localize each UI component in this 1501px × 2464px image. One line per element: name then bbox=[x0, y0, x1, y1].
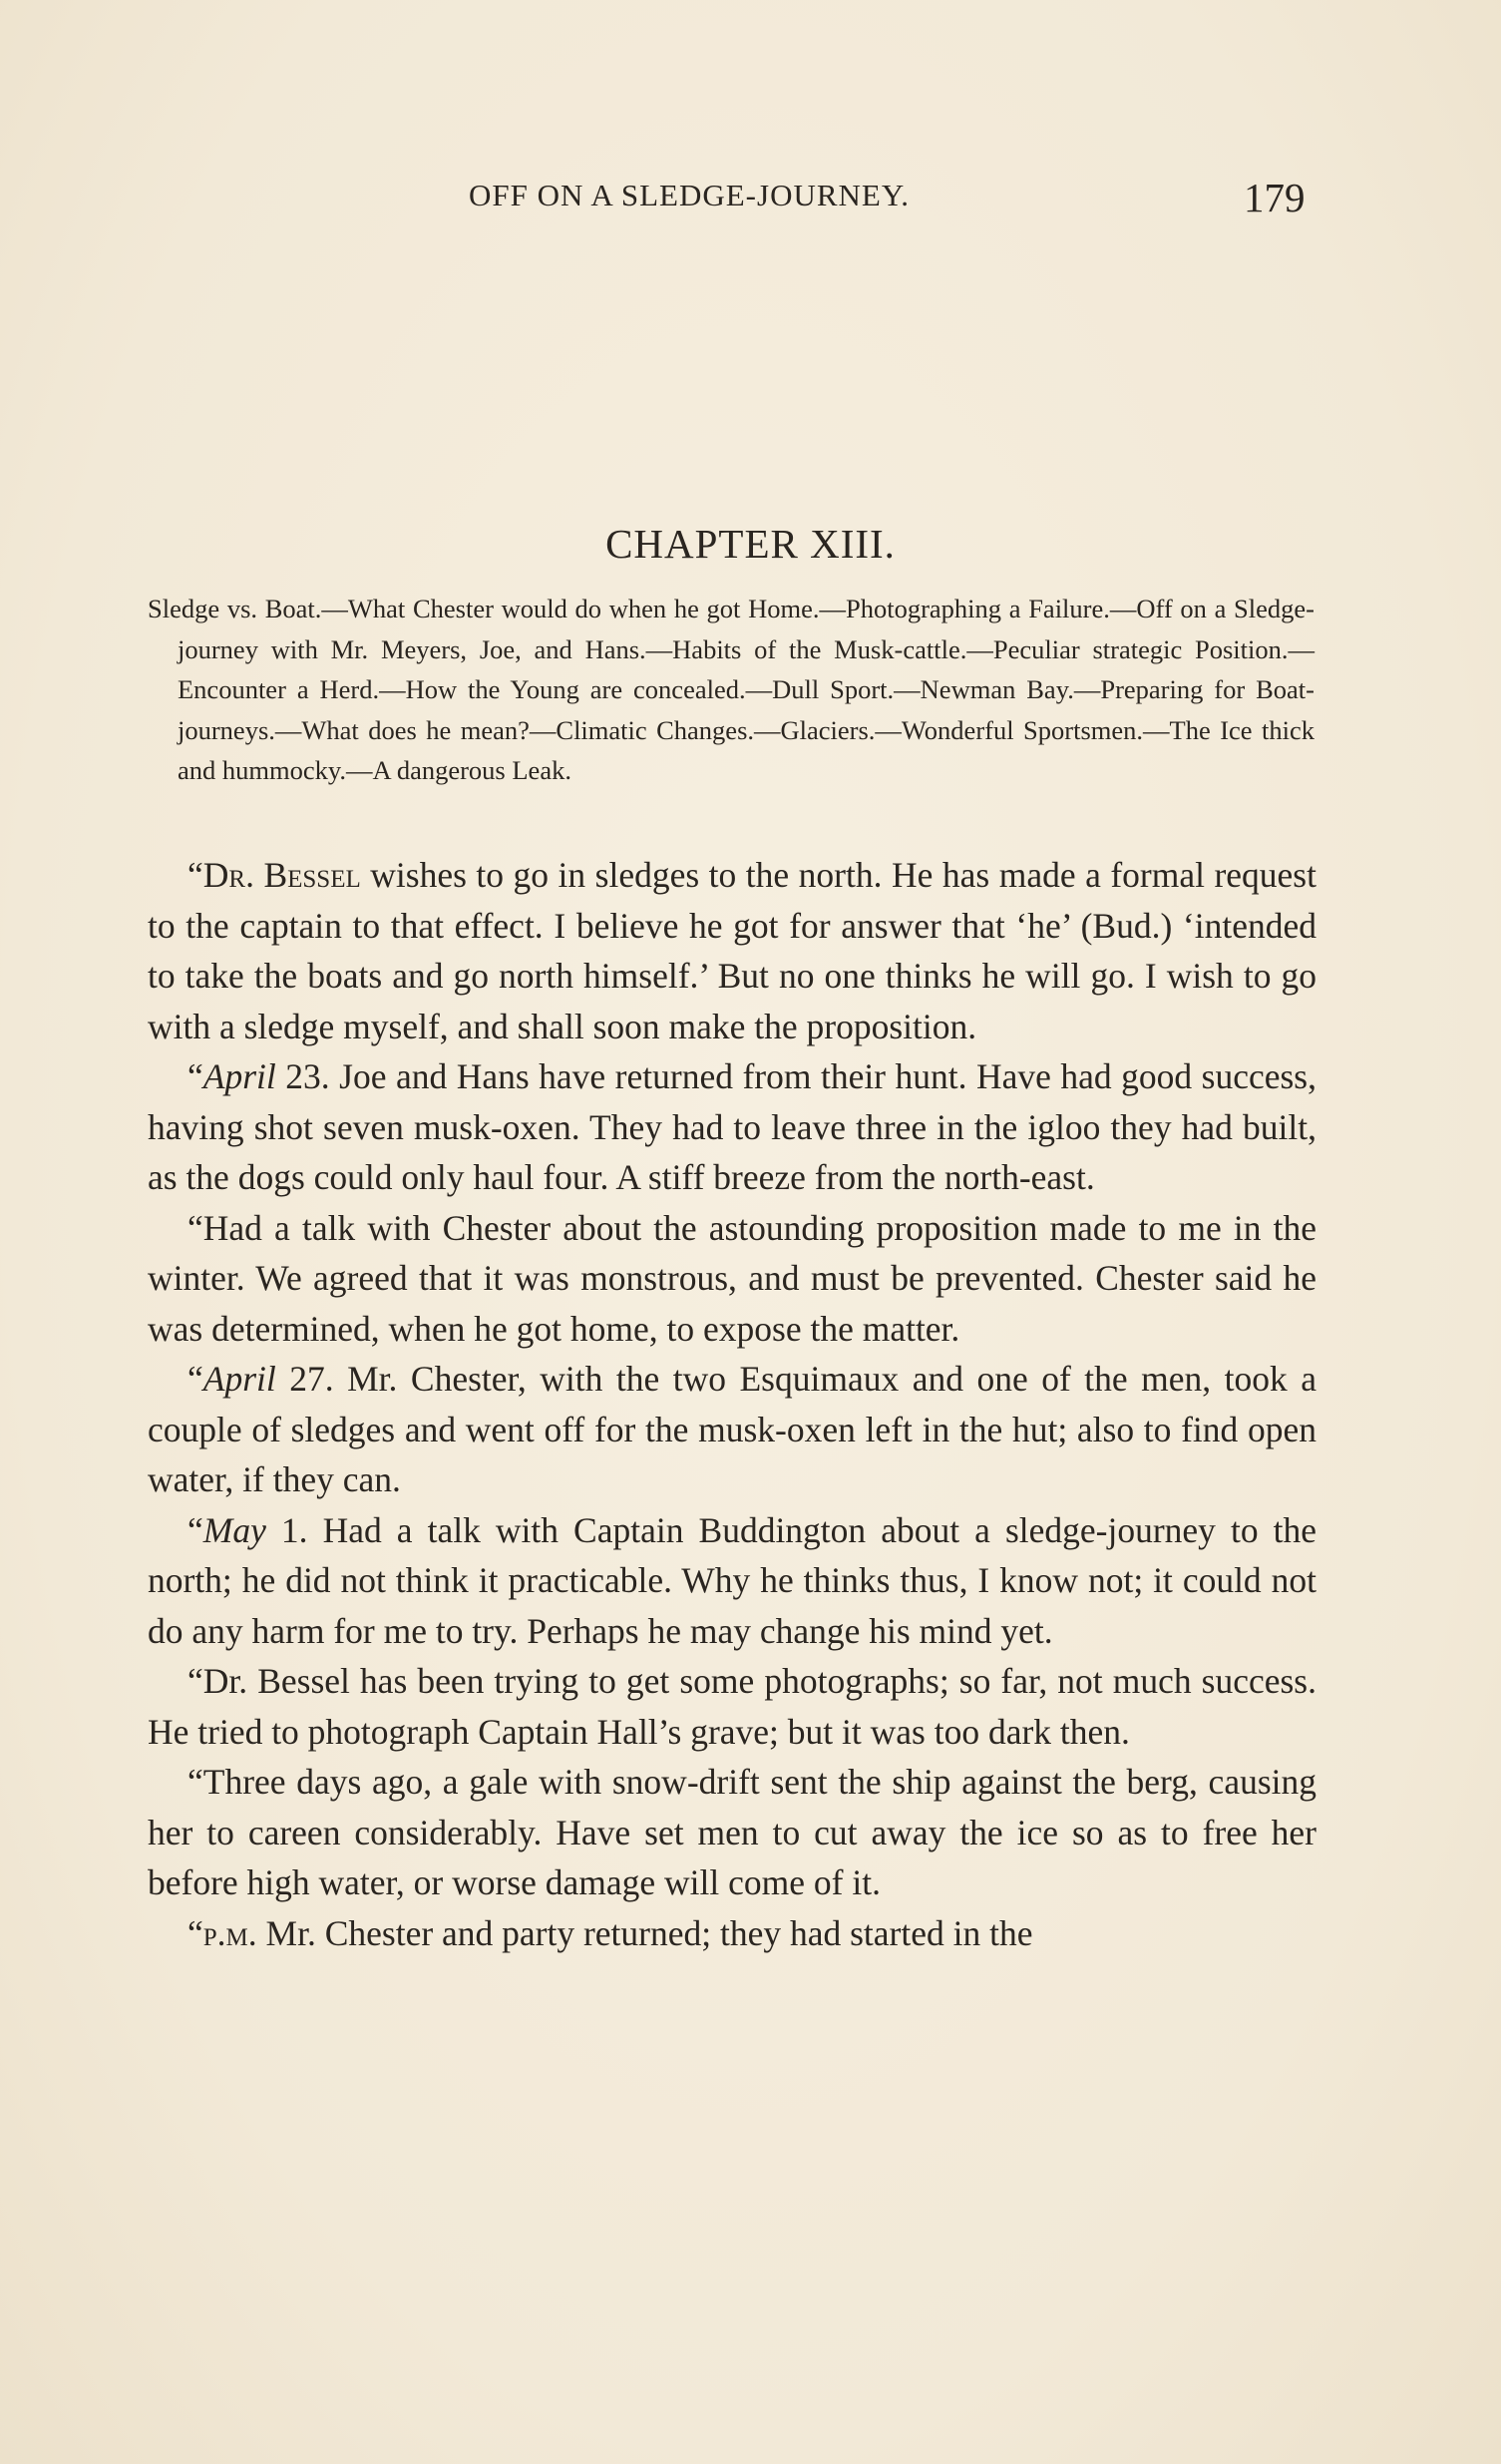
paragraph-text: 1. Had a talk with Captain Buddington about a sledge-journey to the north; he did not think it practicable. Why he thinks thus, I know not; it could not do any harm for me to try. Perhaps he may change his mind yet. bbox=[148, 1509, 1316, 1651]
paragraph: “Had a talk with Chester about the astounding proposition made to me in the winter. We agreed that it was monstrous, and must be prevented. Chester said he was determined, when he got home, to expose the matter. bbox=[148, 1207, 1316, 1349]
paragraph-text: Mr. Chester and party returned; they had started in the bbox=[256, 1912, 1033, 1953]
entry-time: p.m. bbox=[202, 1912, 257, 1953]
open-quote: “ bbox=[188, 855, 203, 895]
entry-date: May bbox=[202, 1509, 266, 1550]
paragraph bbox=[148, 1908, 1316, 1959]
open-quote: “ bbox=[188, 1912, 203, 1953]
running-title: OFF ON A SLEDGE-JOURNEY. bbox=[469, 178, 910, 212]
paragraph bbox=[148, 1051, 1316, 1203]
entry-date: April bbox=[202, 1359, 276, 1399]
open-quote: “ bbox=[188, 1509, 203, 1550]
paragraph-name: Dr. Bessel bbox=[202, 855, 361, 895]
chapter-title: CHAPTER XIII. bbox=[605, 521, 896, 567]
paragraph bbox=[148, 1354, 1316, 1505]
open-quote: “ bbox=[188, 1056, 203, 1096]
paragraph bbox=[148, 850, 1316, 1051]
paragraph: “Three days ago, a gale with snow-drift sent the ship against the berg, causing her to careen considerably. Have set men to cut away the ice so as to free her before high water, or worse damage will come of it. bbox=[148, 1762, 1316, 1902]
paragraph bbox=[148, 1505, 1316, 1657]
paragraph-text: 23. Joe and Hans have returned from their hunt. Have had good success, having shot seven musk-oxen. They had to leave three in the igloo they had built, as the dogs could only haul four. A stiff breeze from the north-east. bbox=[148, 1056, 1316, 1197]
paragraph: “Dr. Bessel has been trying to get some photographs; so far, not much success. He tried to photograph Captain Hall’s grave; but it was too dark then. bbox=[148, 1661, 1316, 1752]
synopsis-text: Sledge vs. Boat.—What Chester would do when he got Home.—Photographing a Failure.—Off on a Sledge-journey with Mr. Meyers, Joe, and Hans.—Habits of the Musk-cattle.—Peculiar strategic Position.—Encounter a Herd.—How the Young are concealed.—Dull Sport.—Newman Bay.—Preparing for Boat-journeys.—What does he mean?—Climatic Changes.—Glaciers.—Wonderful Sportsmen.—The Ice thick and hummocky.—A dangerous Leak. bbox=[148, 594, 1314, 785]
open-quote: “ bbox=[188, 1359, 203, 1399]
chapter-synopsis bbox=[148, 589, 1314, 791]
body-text bbox=[148, 850, 1316, 1958]
entry-date: April bbox=[202, 1056, 276, 1096]
paragraph-text: 27. Mr. Chester, with the two Esquimaux and one of the men, took a couple of sledges and went off for the musk-oxen left in the hut; also to find open water, if they can. bbox=[148, 1359, 1316, 1499]
page-number: 179 bbox=[1244, 175, 1306, 220]
paragraph-text: wishes to go in sledges to the north. He has made a formal request to the captain to that effect. I believe he got for answer that ‘he’ (Bud.) ‘intended to take the boats and go north himself.’ But no one thinks he will go. I wish to go with a sledge myself, and shall soon make the proposition. bbox=[148, 855, 1316, 1046]
